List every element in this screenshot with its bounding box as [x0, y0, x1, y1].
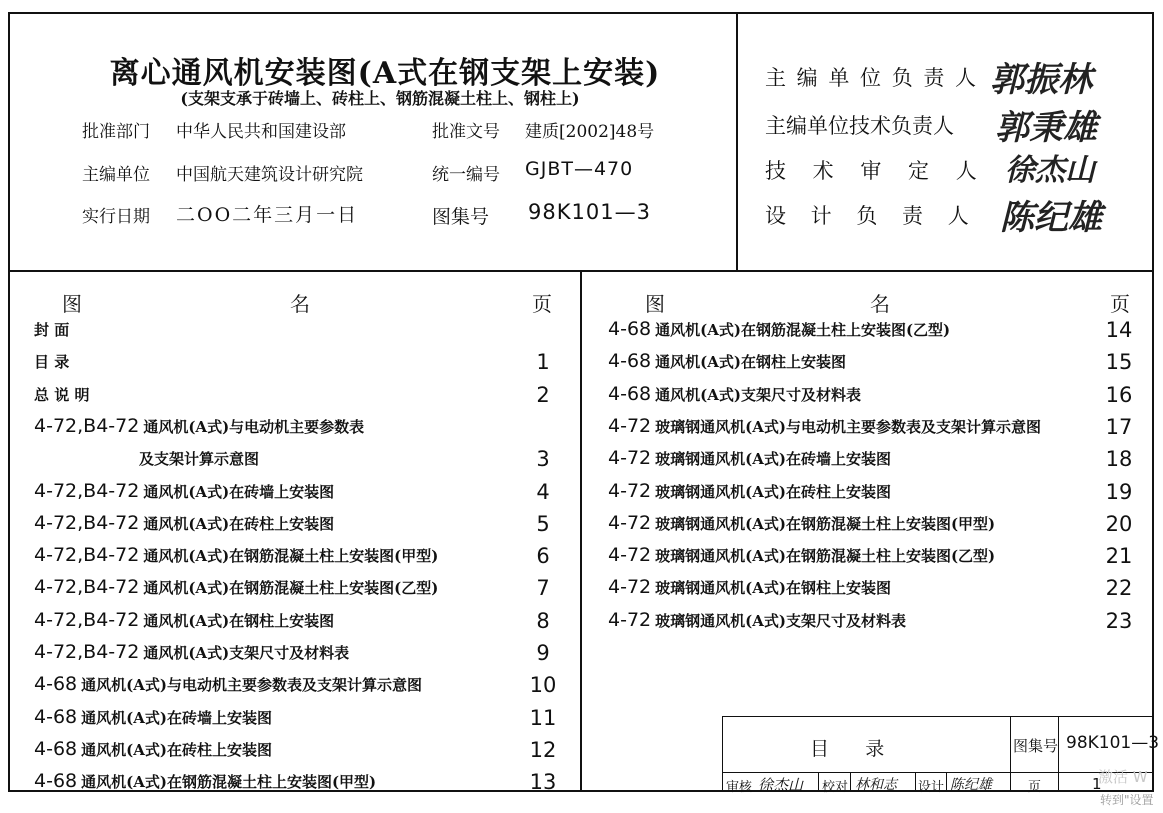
toc-left-header-name: 名: [290, 292, 310, 316]
toc-entry-model: 4-72,B4-72: [34, 479, 140, 502]
effective-date: 二OO二年三月一日: [176, 204, 359, 226]
toc-row: [34, 415, 568, 447]
toc-entry-model: 4-68: [34, 705, 78, 728]
titleblock-atlas-no: 98K101—3: [1066, 733, 1160, 753]
toc-right-header-figure: 图: [645, 292, 665, 316]
toc-entry-name: [34, 350, 69, 372]
toc-entry-title: 通风机(A式)在钢柱上安装图: [143, 611, 335, 630]
toc-entry-name: [34, 480, 334, 502]
toc-entry-page: 22: [1105, 576, 1133, 601]
approval-doc: 建质[2002]48号: [525, 122, 655, 142]
toc-entry-page: 4: [536, 479, 550, 504]
toc-entry-name: [34, 770, 376, 792]
toc-row: [608, 415, 1144, 447]
toc-entry-model: 4-68: [34, 673, 78, 696]
toc-entry-title: 通风机(A式)在钢筋混凝土柱上安装图(乙型): [143, 579, 439, 598]
page-subtitle: (支架支承于砖墙上、砖柱上、钢筋混凝土柱上、钢柱上): [180, 89, 580, 108]
toc-row: [34, 383, 568, 415]
toc-entry-page: 9: [536, 641, 550, 665]
toc-entry-page: 14: [1105, 318, 1133, 342]
titleblock-mid-line: [722, 772, 1154, 773]
toc-entry-name: [34, 576, 438, 598]
toc-row: [34, 609, 568, 641]
toc-row: [608, 318, 1144, 350]
toc-entry-page: 12: [529, 737, 557, 762]
signature-technical-head: 郭秉雄: [995, 108, 1097, 148]
resp-label-technical-reviewer: 技 术 审 定 人: [765, 159, 981, 183]
toc-entry-name: [139, 447, 259, 469]
toc-entry-model: 4-72,B4-72: [34, 608, 140, 631]
toc-entry-title: 玻璃钢通风机(A式)在砖墙上安装图: [655, 450, 891, 469]
toc-entry-page: 7: [536, 576, 550, 601]
toc-entry-page: 19: [1105, 479, 1133, 504]
signature-technical-reviewer: 徐杰山: [1005, 153, 1095, 188]
toc-entry-title: 通风机(A式)在钢筋混凝土柱上安装图(甲型): [81, 773, 377, 792]
titleblock-divider-2: [1058, 716, 1059, 792]
titleblock-left-line: [722, 716, 723, 792]
titleblock-atlas-no-label: 图集号: [1013, 737, 1059, 755]
toc-entry-name: [34, 544, 438, 566]
toc-entry-page: 6: [536, 544, 550, 569]
toc-entry-name: [608, 415, 1041, 437]
toc-row: [608, 350, 1144, 382]
toc-entry-page: 8: [536, 608, 550, 633]
toc-entry-title: 通风机(A式)在钢柱上安装图: [655, 353, 846, 372]
toc-left-header-figure: 图: [62, 292, 82, 316]
toc-entry-model: 4-72: [608, 544, 652, 567]
toc-row: [34, 544, 568, 576]
toc-entry-model: 4-68: [608, 382, 652, 405]
toc-entry-name: [608, 383, 861, 405]
titleblock-sep-c: [915, 772, 916, 792]
toc-entry-title: 通风机(A式)与电动机主要参数表: [143, 417, 365, 436]
toc-entry-title: 通风机(A式)与电动机主要参数表及支架计算示意图: [81, 676, 422, 695]
toc-row: [608, 544, 1144, 576]
toc-row: [34, 706, 568, 738]
toc-entry-page: 16: [1105, 382, 1133, 407]
titleblock-sep-b: [850, 772, 851, 792]
toc-row: [608, 480, 1144, 512]
toc-entry-title: 封 面: [34, 321, 70, 339]
toc-row: [34, 576, 568, 608]
toc-row: [34, 350, 568, 382]
toc-entry-page: 2: [536, 382, 550, 407]
titleblock-page-label: 页: [1028, 780, 1042, 795]
toc-row: [34, 673, 568, 705]
toc-entry-title: 通风机(A式)支架尺寸及材料表: [143, 644, 350, 662]
toc-entry-name: [34, 641, 349, 663]
toc-entry-title: 玻璃钢通风机(A式)在钢柱上安装图: [655, 579, 891, 598]
toc-entry-page: 10: [529, 673, 557, 698]
toc-entry-name: [608, 576, 891, 598]
toc-entry-name: [34, 318, 69, 340]
toc-right-header-page: 页: [1110, 292, 1130, 316]
toc-entry-name: [34, 383, 89, 405]
atlas-no-label: 图集号: [432, 206, 490, 228]
toc-entry-page: 13: [529, 770, 557, 795]
toc-row: [34, 480, 568, 512]
resp-label-chief-unit-head: 主 编 单 位 负 责 人: [765, 66, 979, 90]
titleblock-design-signature: 陈纪雄: [950, 777, 992, 793]
toc-entry-name: [608, 350, 846, 372]
toc-entry-name: [34, 609, 334, 631]
toc-row: [608, 576, 1144, 608]
toc-entry-name: [608, 318, 950, 340]
toc-entry-title: 玻璃钢通风机(A式)在钢筋混凝土柱上安装图(甲型): [655, 514, 996, 533]
toc-entry-page: 18: [1105, 447, 1133, 472]
toc-left-header-page: 页: [532, 292, 552, 316]
toc-entry-title: 通风机(A式)在钢筋混凝土柱上安装图(乙型): [655, 321, 951, 339]
toc-row: [608, 609, 1144, 641]
approving-dept: 中华人民共和国建设部: [176, 122, 346, 142]
toc-entry-name: [34, 512, 334, 534]
toc-entry-page: 3: [536, 447, 550, 472]
toc-entry-page: 20: [1105, 511, 1133, 536]
approving-dept-label: 批准部门: [82, 122, 150, 142]
toc-entry-title: 玻璃钢通风机(A式)在钢筋混凝土柱上安装图(乙型): [655, 547, 996, 566]
titleblock-review-signature: 徐杰山: [758, 776, 804, 794]
toc-entry-model: 4-72: [608, 479, 652, 502]
unified-no: GJBT—470: [525, 158, 634, 180]
toc-row: [34, 738, 568, 770]
toc-entry-model: 4-68: [34, 737, 78, 760]
toc-entry-model: 4-72: [608, 576, 652, 599]
toc-row: [34, 447, 568, 479]
toc-entry-title: 通风机(A式)在砖墙上安装图: [143, 482, 335, 501]
activation-watermark-line2: 转到"设置: [1100, 793, 1154, 807]
titleblock-drawing-name: 目 录: [810, 738, 885, 760]
signature-chief-unit-head: 郭振林: [990, 60, 1092, 100]
toc-entry-title: 通风机(A式)支架尺寸及材料表: [655, 385, 861, 404]
toc-entry-name: [608, 512, 995, 534]
titleblock-check-label: 校对: [822, 780, 849, 795]
toc-entry-model: 4-68: [608, 350, 652, 373]
toc-entry-name: [34, 415, 364, 437]
chief-unit-label: 主编单位: [82, 165, 150, 185]
toc-row: [608, 383, 1144, 415]
titleblock-divider-1: [1010, 716, 1011, 792]
titleblock-design-label: 设计: [918, 780, 945, 795]
titleblock-sep-d: [946, 772, 947, 792]
toc-row: [34, 318, 568, 350]
titleblock-check-signature: 林和志: [855, 777, 897, 793]
toc-entry-title: 及支架计算示意图: [139, 450, 260, 469]
unified-no-label: 统一编号: [432, 165, 500, 185]
toc-entry-title: 通风机(A式)在钢筋混凝土柱上安装图(甲型): [143, 547, 439, 566]
toc-entry-name: [608, 544, 995, 566]
toc-entry-model: 4-68: [34, 770, 78, 793]
toc-row: [608, 447, 1144, 479]
signature-design-head: 陈纪雄: [1000, 198, 1102, 238]
toc-entry-title: 总 说 明: [34, 385, 90, 404]
toc-entry-page: 17: [1105, 414, 1133, 439]
titleblock-page-number: 1: [1092, 775, 1102, 793]
toc-entry-name: [34, 738, 272, 760]
toc-entry-model: 4-72: [608, 414, 652, 437]
toc-entry-title: 玻璃钢通风机(A式)支架尺寸及材料表: [655, 611, 906, 630]
toc-entry-name: [608, 480, 891, 502]
toc-entry-title: 玻璃钢通风机(A式)与电动机主要参数表及支架计算示意图: [655, 417, 1041, 436]
toc-entry-page: 21: [1105, 544, 1133, 569]
toc-entry-name: [608, 447, 891, 469]
toc-entry-title: 通风机(A式)在砖墙上安装图: [81, 708, 272, 727]
toc-entry-name: [34, 673, 422, 695]
toc-row: [34, 641, 568, 673]
resp-label-design-head: 设 计 负 责 人: [765, 204, 973, 228]
header-vertical-divider: [736, 12, 738, 270]
toc-entry-model: 4-72,B4-72: [34, 544, 140, 567]
effective-date-label: 实行日期: [82, 207, 150, 227]
toc-entry-model: 4-72: [608, 447, 652, 470]
toc-row: [608, 512, 1144, 544]
titleblock-review-label: 审核: [726, 780, 753, 795]
toc-entry-model: 4-72,B4-72: [34, 641, 140, 663]
resp-label-technical-head: 主编单位技术负责人: [765, 114, 954, 138]
toc-entry-model: 4-72,B4-72: [34, 511, 140, 534]
toc-row: [34, 770, 568, 802]
toc-entry-page: 5: [536, 511, 550, 536]
toc-entry-name: [34, 706, 272, 728]
toc-entry-model: 4-68: [608, 318, 652, 340]
toc-entry-page: 15: [1105, 350, 1133, 375]
toc-entry-title: 通风机(A式)在砖柱上安装图: [143, 514, 335, 533]
toc-entry-title: 目 录: [34, 353, 70, 372]
titleblock-sep-a: [818, 772, 819, 792]
activation-watermark-line1: 激活 W: [1098, 768, 1148, 786]
toc-entry-model: 4-72: [608, 608, 652, 631]
toc-right-header-name: 名: [870, 292, 890, 316]
atlas-no: 98K101—3: [528, 200, 651, 224]
toc-entry-title: 通风机(A式)在砖柱上安装图: [81, 740, 272, 759]
toc-entry-title: 玻璃钢通风机(A式)在砖柱上安装图: [655, 482, 891, 501]
toc-entry-name: [608, 609, 906, 631]
toc-entry-page: 23: [1105, 608, 1133, 633]
page-title: 离心通风机安装图(A式在钢支架上安装): [109, 56, 661, 91]
titleblock-top-line: [722, 716, 1154, 717]
chief-unit: 中国航天建筑设计研究院: [176, 165, 363, 185]
toc-entry-model: 4-72,B4-72: [34, 576, 140, 599]
toc-entry-page: 1: [536, 350, 550, 375]
toc-column-divider: [580, 270, 582, 792]
approval-doc-label: 批准文号: [432, 122, 500, 142]
toc-entry-page: 11: [529, 705, 557, 730]
toc-entry-model: 4-72,B4-72: [34, 414, 140, 437]
toc-row: [34, 512, 568, 544]
toc-entry-model: 4-72: [608, 511, 652, 534]
